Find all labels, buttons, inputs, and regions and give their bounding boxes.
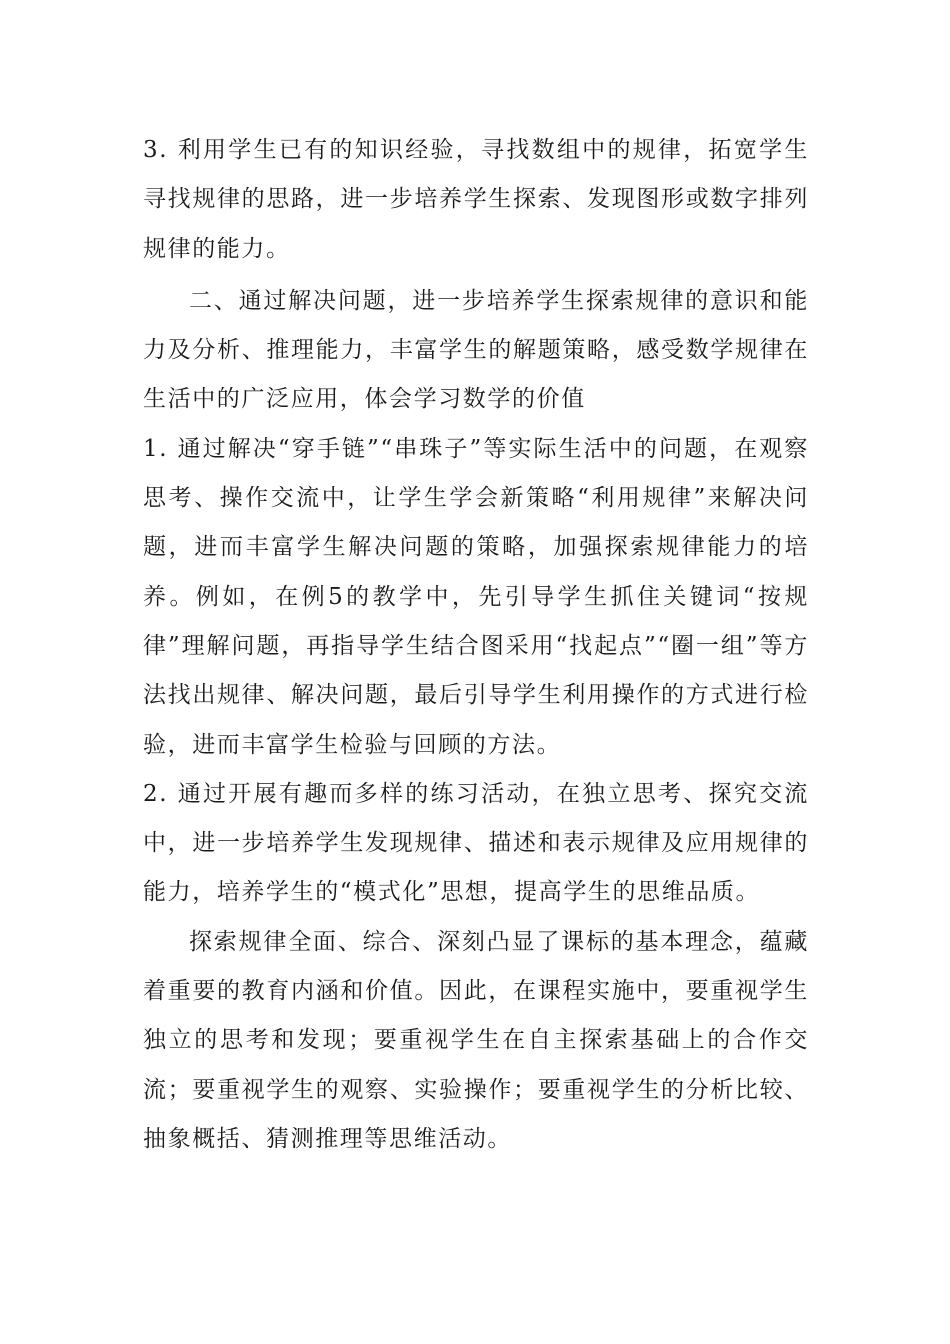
document-body: [143, 126, 809, 1164]
paragraph-item-2: 2. 通过开展有趣而多样的练习活动，在独立思考、探究交流中，进一步培养学生发现规律、描述和表示规律及应用规律的能力，培养学生的“模式化”思想，提高学生的思维品质。: [143, 780, 809, 906]
paragraph-conclusion: 探索规律全面、综合、深刻凸显了课标的基本理念，蕴藏着重要的教育内涵和价值。因此，在课程实施中，要重视学生独立的思考和发现；要重视学生在自主探索基础上的合作交流；要重视学生的观察、实验操作；要重视学生的分析比较、抽象概括、猜测推理等思维活动。: [143, 928, 809, 1152]
paragraph-section-two-heading: 二、通过解决问题，进一步培养学生探索规律的意识和能力及分析、推理能力，丰富学生的解题策略，感受数学规律在生活中的广泛应用，体会学习数学的价值: [143, 287, 809, 413]
paragraph-objective-3: 3. 利用学生已有的知识经验，寻找数组中的规律，拓宽学生寻找规律的思路，进一步培养学生探索、发现图形或数字排列规律的能力。: [143, 137, 809, 262]
paragraph-item-1: 1. 通过解决“穿手链”“串珠子”等实际生活中的问题，在观察思考、操作交流中，让学生学会新策略“利用规律”来解决问题，进而丰富学生解决问题的策略，加强探索规律能力的培养。例如，在例5的教学中，先引导学生抓住关键词“按规律”理解问题，再指导学生结合图采用“找起点”“圈一组”等方法找出规律、解决问题，最后引导学生利用操作的方式进行检验，进而丰富学生检验与回顾的方法。: [143, 435, 809, 758]
